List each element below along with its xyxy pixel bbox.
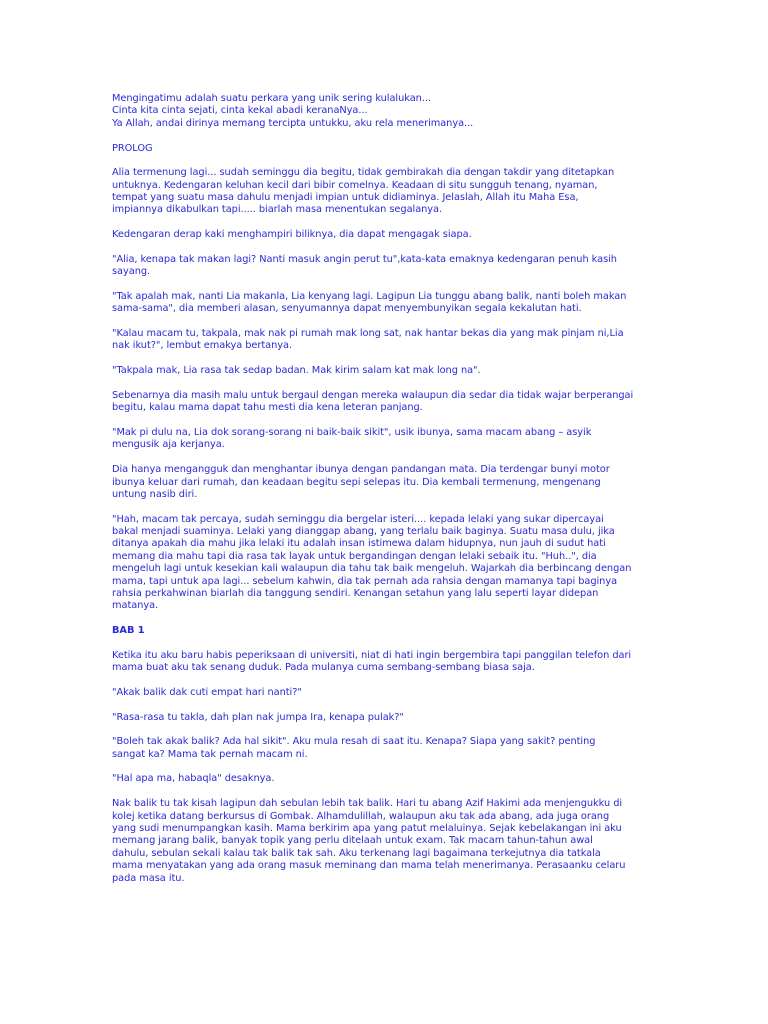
bab1-paragraph: Ketika itu aku baru habis peperiksaan di universiti, niat di hati ingin bergembira tapi panggilan telefon dari mama buat aku tak senang duduk. Pada mulanya cuma sembang-sembang biasa saja. bbox=[112, 649, 632, 674]
bab1-heading: BAB 1 bbox=[112, 625, 145, 637]
bab1-paragraph: "Hal apa ma, habaqla" desaknya. bbox=[112, 773, 275, 785]
prolog-paragraph: "Takpala mak, Lia rasa tak sedap badan. Mak kirim salam kat mak long na". bbox=[112, 365, 481, 377]
bab1-paragraph: Nak balik tu tak kisah lagipun dah sebulan lebih tak balik. Hari tu abang Azif Hakimi ada menjengukku di kolej ketika datang berkursus di Gombak. Alhamdulillah, walaupun aku tak ada abang, ada juga orang yang sudi menumpangkan kasih. Mama berkirim apa yang patut melaluinya. Sejak kebelakangan ini aku memang jarang balik, banyak topik yang perlu ditelaah untuk exam. Tak macam tahun-tahun awal dahulu, sebulan sekali kalau tak balik tak sah. Aku terkenang lagi bagaimana terkejutnya dia tatkala mama menyatakan yang ada orang masuk meminang dan mama telah menerimanya. Perasaanku celaru pada masa itu. bbox=[112, 798, 626, 884]
prolog-paragraph: Kedengaran derap kaki menghampiri biliknya, dia dapat mengagak siapa. bbox=[112, 229, 472, 241]
prolog-paragraph: "Tak apalah mak, nanti Lia makanla, Lia kenyang lagi. Lagipun Lia tunggu abang balik, nanti boleh makan sama-sama", dia memberi alasan, senyumannya dapat menyembunyikan segala kekalutan hati. bbox=[112, 290, 627, 315]
prolog-paragraph: Sebenarnya dia masih malu untuk bergaul dengan mereka walaupun dia sedar dia tidak wajar berperangai begitu, kalau mama dapat tahu mesti dia kena leteran panjang. bbox=[112, 389, 634, 414]
prolog-paragraph: Dia hanya mengangguk dan menghantar ibunya dengan pandangan mata. Dia terdengar bunyi motor ibunya keluar dari rumah, dan keadaan begitu sepi selepas itu. Dia kembali termenung, mengenang untung nasib diri. bbox=[112, 464, 610, 500]
bab1-paragraph: "Rasa-rasa tu takla, dah plan nak jumpa Ira, kenapa pulak?" bbox=[112, 711, 404, 723]
document-page bbox=[112, 93, 660, 897]
opening-poem: Mengingatimu adalah suatu perkara yang unik sering kulalukan... Cinta kita cinta sejati, cinta kekal abadi keranaNya... Ya Allah, andai dirinya memang tercipta untukku, aku rela menerimanya... bbox=[112, 93, 474, 129]
prolog-paragraph: Alia termenung lagi... sudah seminggu dia begitu, tidak gembirakah dia dengan takdir yang ditetapkan untuknya. Kedengaran keluhan kecil dari bibir comelnya. Keadaan di situ sungguh tenang, nyaman, tempat yang suatu masa dahulu menjadi impian untuk didiaminya. Jelaslah, Allah itu Maha Esa, impiannya dikabulkan tapi..... biarlah masa menentukan segalanya. bbox=[112, 167, 615, 216]
prolog-paragraph: "Mak pi dulu na, Lia dok sorang-sorang ni baik-baik sikit", usik ibunya, sama macam abang – asyik mengusik aja kerjanya. bbox=[112, 426, 592, 451]
prolog-paragraph: "Kalau macam tu, takpala, mak nak pi rumah mak long sat, nak hantar bekas dia yang mak pinjam ni,Lia nak ikut?", lembut emakya bertanya. bbox=[112, 328, 624, 352]
bab1-paragraph: "Akak balik dak cuti empat hari nanti?" bbox=[112, 686, 302, 698]
bab1-paragraph: "Boleh tak akak balik? Ada hal sikit". Aku mula resah di saat itu. Kenapa? Siapa yang sakit? penting sangat ka? Mama tak pernah macam ni. bbox=[112, 736, 596, 760]
prolog-paragraph: "Alia, kenapa tak makan lagi? Nanti masuk angin perut tu",kata-kata emaknya kedengaran penuh kasih sayang. bbox=[112, 253, 617, 278]
prolog-heading: PROLOG bbox=[112, 142, 153, 154]
prolog-paragraph: "Hah, macam tak percaya, sudah seminggu dia bergelar isteri.... kepada lelaki yang sukar dipercayai bakal menjadi suaminya. Lelaki yang dianggap abang, yang terlalu baik baginya. Suatu masa dulu, jika ditanya apakah dia mahu jika lelaki itu adalah insan istimewa dalam hidupnya, nun jauh di sudut hati memang dia mahu tapi dia rasa tak layak untuk bergandingan dengan lelaki sebaik itu. "Huh..", dia mengeluh lagi untuk kesekian kali walaupun dia tahu tak baik mengeluh. Wajarkah dia berbincang dengan mama, tapi untuk apa lagi... sebelum kahwin, dia tak pernah ada rahsia dengan mamanya tapi baginya rahsia perkahwinan biarlah dia tanggung sendiri. Kenangan setahun yang lalu seperti layar didepan matanya. bbox=[112, 513, 632, 612]
